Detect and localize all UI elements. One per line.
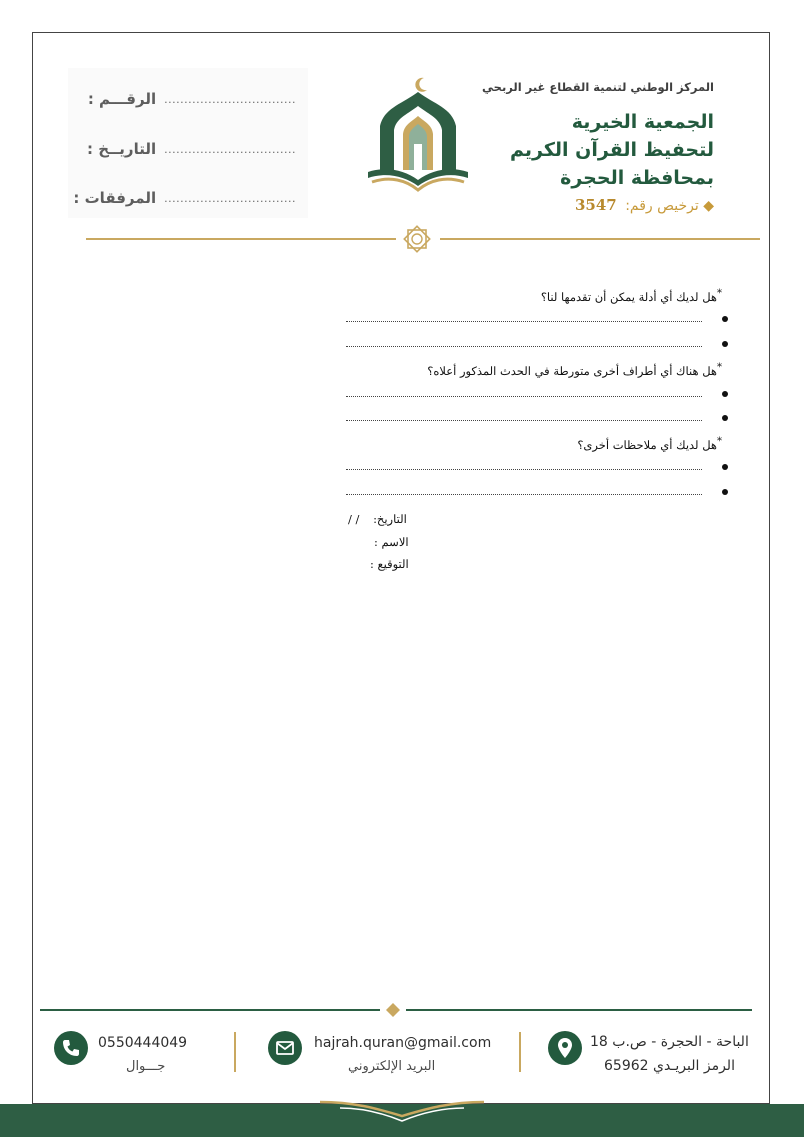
license-number: 3547 — [574, 196, 617, 214]
footer-phone: 0550444049 — [98, 1035, 188, 1051]
footer-separator — [519, 1032, 521, 1072]
star-ornament-icon — [400, 222, 434, 256]
license — [575, 196, 714, 214]
org-parent: المركز الوطني لتنمية القطاع غير الربحي — [482, 80, 714, 94]
diamond-ornament-icon — [386, 1003, 400, 1017]
field-date-label: التاريــخ : — [87, 140, 157, 158]
location-pin-icon — [548, 1031, 582, 1065]
org-name-line-3: بمحافظة الحجرة — [560, 167, 714, 189]
question-2-text: هل هناك أي أطراف أخرى متورطة في الحدث المذكور أعلاه؟ — [427, 363, 717, 378]
header-divider-left — [86, 238, 396, 240]
mail-icon — [268, 1031, 302, 1065]
answer-line[interactable] — [346, 390, 728, 404]
org-name-line-1: الجمعية الخيرية — [571, 111, 714, 133]
field-date-dots: ................................. — [164, 142, 296, 156]
question-1: *هل لديك أي أدلة يمكن أن تقدمها لنا؟ — [540, 288, 722, 304]
field-number-dots: ................................. — [164, 92, 296, 106]
signature-date-slashes: / / — [348, 512, 360, 526]
question-2: *هل هناك أي أطراف أخرى متورطة في الحدث المذكور أعلاه؟ — [427, 362, 722, 378]
footer-arch-ornament — [0, 1092, 804, 1137]
footer-divider-right — [406, 1009, 752, 1011]
footer-separator — [234, 1032, 236, 1072]
footer-address: الباحة - الحجرة - ص.ب 18 — [590, 1034, 749, 1050]
phone-icon — [54, 1031, 88, 1065]
signature-date — [348, 512, 407, 526]
field-date — [87, 134, 296, 164]
letter-fields — [68, 68, 308, 218]
answer-line[interactable] — [346, 414, 728, 428]
question-1-text: هل لديك أي أدلة يمكن أن تقدمها لنا؟ — [540, 289, 717, 304]
signature-name-label: الاسم : — [374, 535, 409, 549]
field-number-label: الرقـــم : — [87, 90, 157, 108]
field-attachments-dots: ................................. — [164, 191, 296, 205]
field-attachments — [73, 183, 296, 213]
question-3: *هل لديك أي ملاحظات أخرى؟ — [577, 436, 722, 452]
footer-postal: الرمز البريـدي 65962 — [604, 1058, 735, 1074]
quran-society-logo-icon — [362, 74, 474, 204]
license-label: ◆ ترخيص رقم: — [625, 198, 714, 214]
answer-line[interactable] — [346, 463, 728, 477]
field-attachments-label: المرفقات : — [73, 189, 157, 207]
answer-line[interactable] — [346, 315, 728, 329]
footer-email-label: البريد الإلكتروني — [348, 1059, 436, 1074]
footer-email[interactable]: hajrah.quran@gmail.com — [314, 1035, 492, 1051]
signature-date-label: التاريخ: — [373, 512, 407, 526]
footer-phone-label: جـــوال — [126, 1059, 166, 1074]
answer-line[interactable] — [346, 340, 728, 354]
signature-sign-label: التوقيع : — [370, 557, 409, 571]
org-name-line-2: لتحفيظ القرآن الكريم — [509, 139, 714, 161]
question-3-text: هل لديك أي ملاحظات أخرى؟ — [577, 437, 717, 452]
answer-line[interactable] — [346, 488, 728, 502]
footer-divider-left — [40, 1009, 380, 1011]
field-number — [88, 84, 296, 114]
header-divider-right — [440, 238, 760, 240]
